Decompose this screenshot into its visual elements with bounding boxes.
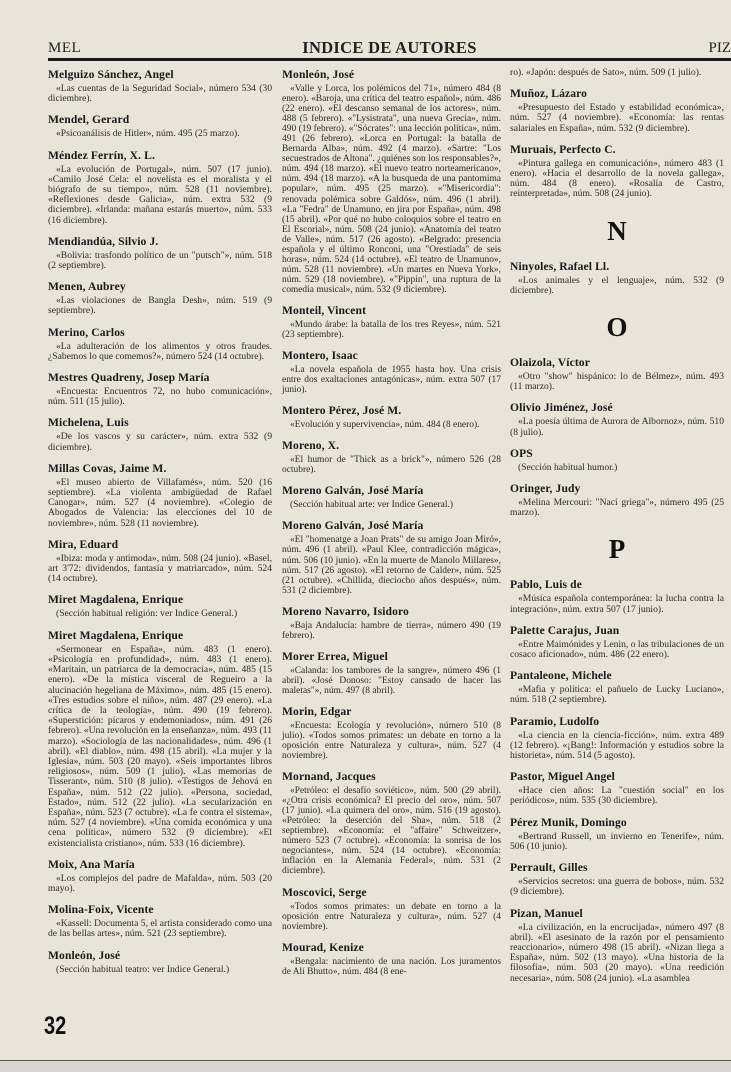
- author-name: Muruais, Perfecto C.: [510, 143, 724, 156]
- author-entry: [510, 401, 724, 437]
- author-name: Oringer, Judy: [510, 482, 724, 495]
- article-list: «Las violaciones de Bangla Desh», núm. 519 (9 septiembre).: [48, 296, 272, 316]
- article-list: «Entre Maimónides y Lenin, o las tribulaciones de un cosaco aficionado», núm. 486 (22 enero).: [510, 640, 724, 660]
- article-list: «Pintura gallega en comunicación», número 483 (1 enero). «Hacia el desarrollo de la novela gallega», núm. 484 (8 enero). «Rosalía de Castro, reinterpretada», núm. 508 (24 junio).: [510, 159, 724, 200]
- author-name: Paramio, Ludolfo: [510, 715, 724, 728]
- author-entry: [282, 404, 501, 430]
- article-list: «Hace cien años: La "cuestión social" en los periódicos», núm. 535 (30 diciembre).: [510, 786, 724, 806]
- article-list: «Encuesta: Encuentros 72, no hubo comunicación», núm. 511 (15 julio).: [48, 387, 272, 407]
- author-name: Pizan, Manuel: [510, 907, 724, 920]
- article-list: «Baja Andalucía: hambre de tierra», número 490 (19 febrero).: [282, 621, 501, 641]
- author-entry: [510, 578, 724, 614]
- author-entry: [510, 907, 724, 984]
- article-list: «Bengala: nacimiento de una nación. Los juramentos de Alí Bhutto», núm. 484 (8 ene-: [282, 957, 501, 977]
- article-list: «Kassell: Documenta 5, el artista considerado como una de las bellas artes», núm. 521 (23 septiembre).: [48, 919, 272, 939]
- author-entry: [510, 624, 724, 660]
- author-name: Mendiandúa, Silvio J.: [48, 235, 272, 248]
- author-entry: [48, 593, 272, 619]
- author-entry: [48, 68, 272, 104]
- article-list: «Bertrand Russell, un invierno en Tenerife», núm. 506 (10 junio).: [510, 832, 724, 852]
- author-name: Moreno, X.: [282, 439, 501, 452]
- author-name: Monleón, José: [282, 68, 501, 81]
- author-name: Ninyoles, Rafael Ll.: [510, 260, 724, 273]
- article-list: «Otro "show" hispánico: lo de Bélmez», núm. 493 (11 marzo).: [510, 372, 724, 392]
- author-name: Mestres Quadreny, Josep María: [48, 371, 272, 384]
- author-name: Pablo, Luis de: [510, 578, 724, 591]
- author-entry: [48, 280, 272, 316]
- article-list: «Mafia y política: el pañuelo de Lucky Luciano», núm. 518 (2 septiembre).: [510, 685, 724, 705]
- author-name: Millas Covas, Jaime M.: [48, 462, 272, 475]
- author-name: Palette Carajus, Juan: [510, 624, 724, 637]
- article-list: «La novela española de 1955 hasta hoy. Una crisis entre dos exaltaciones antagónicas», núm. extra 507 (17 junio).: [282, 365, 501, 395]
- author-name: Merino, Carlos: [48, 326, 272, 339]
- column-3: [510, 68, 724, 993]
- author-entry: [48, 903, 272, 939]
- article-list: «Las cuentas de la Seguridad Social», número 534 (30 diciembre).: [48, 84, 272, 104]
- article-list: «Evolución y supervivencia», núm. 484 (8 enero).: [282, 420, 501, 430]
- author-entry: [282, 770, 501, 876]
- column-1: [48, 68, 272, 984]
- author-entry: [48, 949, 272, 975]
- article-list: «Melina Mercouri: "Nací griega"», número 495 (25 marzo).: [510, 498, 724, 518]
- author-entry: [282, 650, 501, 696]
- author-name: Mornand, Jacques: [282, 770, 501, 783]
- article-list: (Sección habitual humor.): [510, 463, 724, 473]
- author-name: Moix, Ana María: [48, 858, 272, 871]
- author-entry: [48, 858, 272, 894]
- header-rule: [48, 58, 731, 61]
- section-letter: P: [510, 534, 724, 564]
- author-entry: [510, 260, 724, 296]
- article-list: «Encuesta: Ecología y revolución», número 510 (8 julio). «Todos somos primates: un debate en torno a la oposición entre Naturaleza y cultura», núm. 527 (4 noviembre).: [282, 721, 501, 761]
- article-list: «Los complejos del padre de Mafalda», núm. 503 (20 mayo).: [48, 874, 272, 894]
- author-entry: [510, 669, 724, 705]
- article-list: «Calanda: los tambores de la sangre», número 496 (1 abril). «José Donoso: "Estoy cansado de hacer las maletas"», núm. 497 (8 abril).: [282, 666, 501, 696]
- article-list: «Servicios secretos: una guerra de bobos», núm. 532 (9 diciembre).: [510, 877, 724, 897]
- author-entry: [48, 113, 272, 139]
- header-range-start: MEL: [48, 40, 81, 57]
- author-entry: [48, 462, 272, 529]
- author-name: Muñoz, Lázaro: [510, 87, 724, 100]
- author-name: Monleón, José: [48, 949, 272, 962]
- author-entry: [48, 538, 272, 585]
- author-name: Morin, Edgar: [282, 705, 501, 718]
- article-list: «De los vascos y su carácter», núm. extra 532 (9 diciembre).: [48, 432, 272, 452]
- author-entry: [48, 629, 272, 849]
- author-entry: [48, 326, 272, 362]
- article-list: «El "homenatge a Joan Prats" de su amigo Joan Miró», núm. 496 (1 abril). «Paul Klee, contradicción mágica», núm. 506 (10 junio). «En la muerte de Manolo Millares», núm. 517 (26 agosto). «El retorno de Calder», núm. 525 (21 octubre). «Chillida, dieciocho años después», núm. 531 (2 diciembre).: [282, 535, 501, 595]
- author-name: Miret Magdalena, Enrique: [48, 593, 272, 606]
- author-name: Menen, Aubrey: [48, 280, 272, 293]
- author-entry: [510, 861, 724, 897]
- author-entry: [510, 770, 724, 806]
- author-entry: [510, 87, 724, 134]
- author-entry: [282, 304, 501, 340]
- author-entry: [282, 349, 501, 395]
- author-entry: [510, 143, 724, 200]
- author-name: Mendel, Gerard: [48, 113, 272, 126]
- article-list: «La poesía última de Aurora de Albornoz», núm. 510 (8 julio).: [510, 417, 724, 437]
- author-entry: [510, 482, 724, 518]
- article-list: «Valle y Lorca, los polémicos del 71», número 484 (8 enero). «Baroja, una crítica del teatro español», núm. 486 (22 enero). «El descanso semanal de los actores», núm. 488 (5 febrero). «"Lysistrata", una nueva Grecia», núm. 490 (19 febrero). «"Sócrates": una lección política», núm. 491 (26 febrero). «Lorca en Portugal: la batalla de Bernarda Alba», núm. 492 (4 marzo). «Sartre: "Los secuestrados de Altona". ¿quiénes son los responsables?», núm. 494 (18 marzo). «El nuevo teatro norteamericano», núm. 494 (18 marzo). «A la busqueda de una pantomima popular», núm. 495 (25 marzo). «"Misericordia": renovada polémica sobre Galdós», núm. 496 (1 abril). «La "Fedra" de Unamuno, en jira por España», núm. 498 (15 abril). «Por qué no hubo coloquios sobre el teatro en El Escorial», núm. 508 (24 junio). «Anatomía del teatro de Valle», núm. 517 (26 agosto). «Belgrado: presencia española y el último Ronconi, una "Orestiada" de seis horas», núm. 524 (14 octubre). «El teatro de Unamuno», núm. 528 (11 noviembre). «Un martes en Nueva York», núm. 529 (18 noviembre). «"Pippin", una ruptura de la comedia musical», núm. 532 (9 diciembre).: [282, 84, 501, 295]
- author-name: Pérez Munik, Domingo: [510, 816, 724, 829]
- author-entry: [282, 484, 501, 510]
- article-list: «Psicoanálisis de Hitler», núm. 495 (25 marzo).: [48, 129, 272, 139]
- section-letter: O: [510, 312, 724, 342]
- author-entry: [510, 816, 724, 852]
- article-list: «Los animales y el lenguaje», núm. 532 (9 diciembre).: [510, 276, 724, 296]
- article-list: «El museo abierto de Villafamés», núm. 520 (16 septiembre). «La violenta ambigüedad de Rafael Canogar», núm. 527 (4 noviembre). «Colegio de Abogados de Valencia: las elecciones del 10 de noviembre», núm. 528 (11 noviembre).: [48, 478, 272, 529]
- page-bottom-edge: [0, 1060, 731, 1072]
- page-number: 32: [44, 1012, 66, 1041]
- article-list: «Todos somos primates: un debate en torno a la oposición entre Naturaleza y cultura», núm. 527 (4 noviembre).: [282, 902, 501, 932]
- article-list: «El humor de "Thick as a brick"», número 526 (28 octubre).: [282, 455, 501, 475]
- author-name: Moreno Galván, José María: [282, 484, 501, 497]
- author-entry: [282, 605, 501, 641]
- article-list: (Sección habitual religión: ver Indice General.): [48, 609, 272, 619]
- author-entry: [282, 439, 501, 475]
- author-name: Michelena, Luis: [48, 416, 272, 429]
- author-name: OPS: [510, 447, 724, 460]
- author-entry: [282, 886, 501, 932]
- author-name: Miret Magdalena, Enrique: [48, 629, 272, 642]
- author-name: Monteil, Vincent: [282, 304, 501, 317]
- author-entry: [510, 715, 724, 762]
- author-entry: [510, 68, 724, 78]
- author-name: Pastor, Miguel Angel: [510, 770, 724, 783]
- author-entry: [48, 371, 272, 407]
- author-name: Melguizo Sánchez, Angel: [48, 68, 272, 81]
- article-list: ro). «Japón: después de Sato», núm. 509 (1 julio).: [510, 68, 724, 78]
- author-entry: [282, 519, 501, 595]
- author-entry: [282, 941, 501, 977]
- article-list: «La civilización, en la encrucijada», número 497 (8 abril). «El asesinato de la razón por el pensamiento reaccionario», número 498 (15 abril). «Nizan llega a España», núm. 502 (13 mayo). «Una historia de la filosofía», núm. 503 (20 mayo). «Una reedición necesaria», núm. 508 (24 junio). «La asamblea: [510, 923, 724, 984]
- author-name: Molina-Foix, Vicente: [48, 903, 272, 916]
- article-list: «Bolivia: trasfondo político de un "putsch"», núm. 518 (2 septiembre).: [48, 251, 272, 271]
- author-name: Morer Errea, Miguel: [282, 650, 501, 663]
- article-list: «Petróleo: el desafío soviético», núm. 500 (29 abril). «¿Otra crisis económica? El precio del oro», núm. 507 (17 junio). «La quimera del oro», núm. 516 (19 agosto). «Petróleo: la deserción del Sha», núm. 518 (2 septiembre). «Economía: el "affaire" Schweitzer», número 523 (7 octubre). «Economía: la sonrisa de los negociantes», núm. 524 (14 octubre). «Economía: inflación en la Alemania Federal», núm. 531 (2 diciembre).: [282, 786, 501, 876]
- author-name: Moreno Navarro, Isidoro: [282, 605, 501, 618]
- author-entry: [282, 68, 501, 295]
- author-name: Montero, Isaac: [282, 349, 501, 362]
- author-entry: [510, 447, 724, 473]
- author-name: Montero Pérez, José M.: [282, 404, 501, 417]
- author-name: Mourad, Kenize: [282, 941, 501, 954]
- article-list: (Sección habitual arte: ver Indice General.): [282, 500, 501, 510]
- column-2: [282, 68, 501, 986]
- author-entry: [510, 356, 724, 392]
- header-range-end: PIZ: [709, 40, 731, 57]
- author-name: Perrault, Gilles: [510, 861, 724, 874]
- article-list: «La evolución de Portugal», núm. 507 (17 junio). «Camilo José Cela: el novelista es el moralista y el biógrafo de su tiempo», núm. 528 (11 noviembre). «Reflexiones desde Galicia», núm. extra 532 (9 diciembre). «Irlanda: mañana estarás muerto», núm. 533 (16 diciembre).: [48, 165, 272, 226]
- author-name: Moreno Galván, José María: [282, 519, 501, 532]
- article-list: «Presupuesto del Estado y estabilidad económica», núm. 527 (4 noviembre). «Economía: las rentas salariales en España», núm. 532 (9 diciembre).: [510, 103, 724, 134]
- author-name: Moscovici, Serge: [282, 886, 501, 899]
- article-list: «La ciencia en la ciencia-ficción», núm. extra 489 (12 febrero). «¡Bang!: Información y estudios sobre la historieta», núm. 514 (5 agosto).: [510, 731, 724, 762]
- author-entry: [48, 416, 272, 452]
- page-title: INDICE DE AUTORES: [48, 38, 731, 58]
- author-name: Pantaleone, Michele: [510, 669, 724, 682]
- page-header: [48, 38, 731, 58]
- article-list: «Mundo árabe: la batalla de los tres Reyes», núm. 521 (23 septiembre).: [282, 320, 501, 340]
- section-letter: N: [510, 216, 724, 246]
- article-list: «Sermonear en España», núm. 483 (1 enero). «Psicología en profundidad», núm. 483 (1 enero). «Maritain, un patriarca de la democracia», núm. 485 (15 enero). «De la mística visceral de Regueiro a la alucinación hegeliana de Máximo», núm. 485 (15 enero). «Tres estudios sobre el niño», núm. 487 (29 enero). «La crítica de la teología», núm. 490 (19 febrero). «Superstición: pícaros y endemoniados», núm. 491 (26 febrero). «Una revolución en la enseñanza», núm. 493 (11 marzo). «Sociología de las nacionalidades», núm. 496 (1 abril). «El diablo», núm. 498 (15 abril). «La mujer y la Iglesia», núm. 503 (20 mayo). «Seis importantes libros religiosos», núm. 509 (1 julio). «Las memorias de Tisserant», núm. 510 (8 julio). «Testigos de Jehová en España», núm. 512 (22 julio). «Persona, sociedad, Estado», núm. 512 (22 julio). «La secularización en España», núm. 523 (7 octubre). «La fe contra el sistema», núm. 527 (4 noviembre). «Una comida económica y una cena política», número 532 (9 diciembre). «El existencialista cristiano», núm. 533 (16 diciembre).: [48, 645, 272, 849]
- article-list: «Música española contemporánea: la lucha contra la integración», núm. extra 507 (17 junio).: [510, 594, 724, 614]
- author-name: Olaizola, Víctor: [510, 356, 724, 369]
- article-list: «La adulteración de los alimentos y otros fraudes. ¿Sabemos lo que comemos?», número 524 (14 octubre).: [48, 342, 272, 362]
- author-name: Olivio Jiménez, José: [510, 401, 724, 414]
- author-name: Mira, Eduard: [48, 538, 272, 551]
- author-name: Méndez Ferrín, X. L.: [48, 149, 272, 162]
- article-list: (Sección habitual teatro: ver Indice General.): [48, 965, 272, 975]
- author-entry: [48, 235, 272, 271]
- article-list: «Ibiza: moda y antimoda», núm. 508 (24 junio). «Basel, art 3'72: dividendos, fantasía y matriarcado», núm. 524 (14 octubre).: [48, 554, 272, 585]
- author-entry: [48, 149, 272, 226]
- author-entry: [282, 705, 501, 761]
